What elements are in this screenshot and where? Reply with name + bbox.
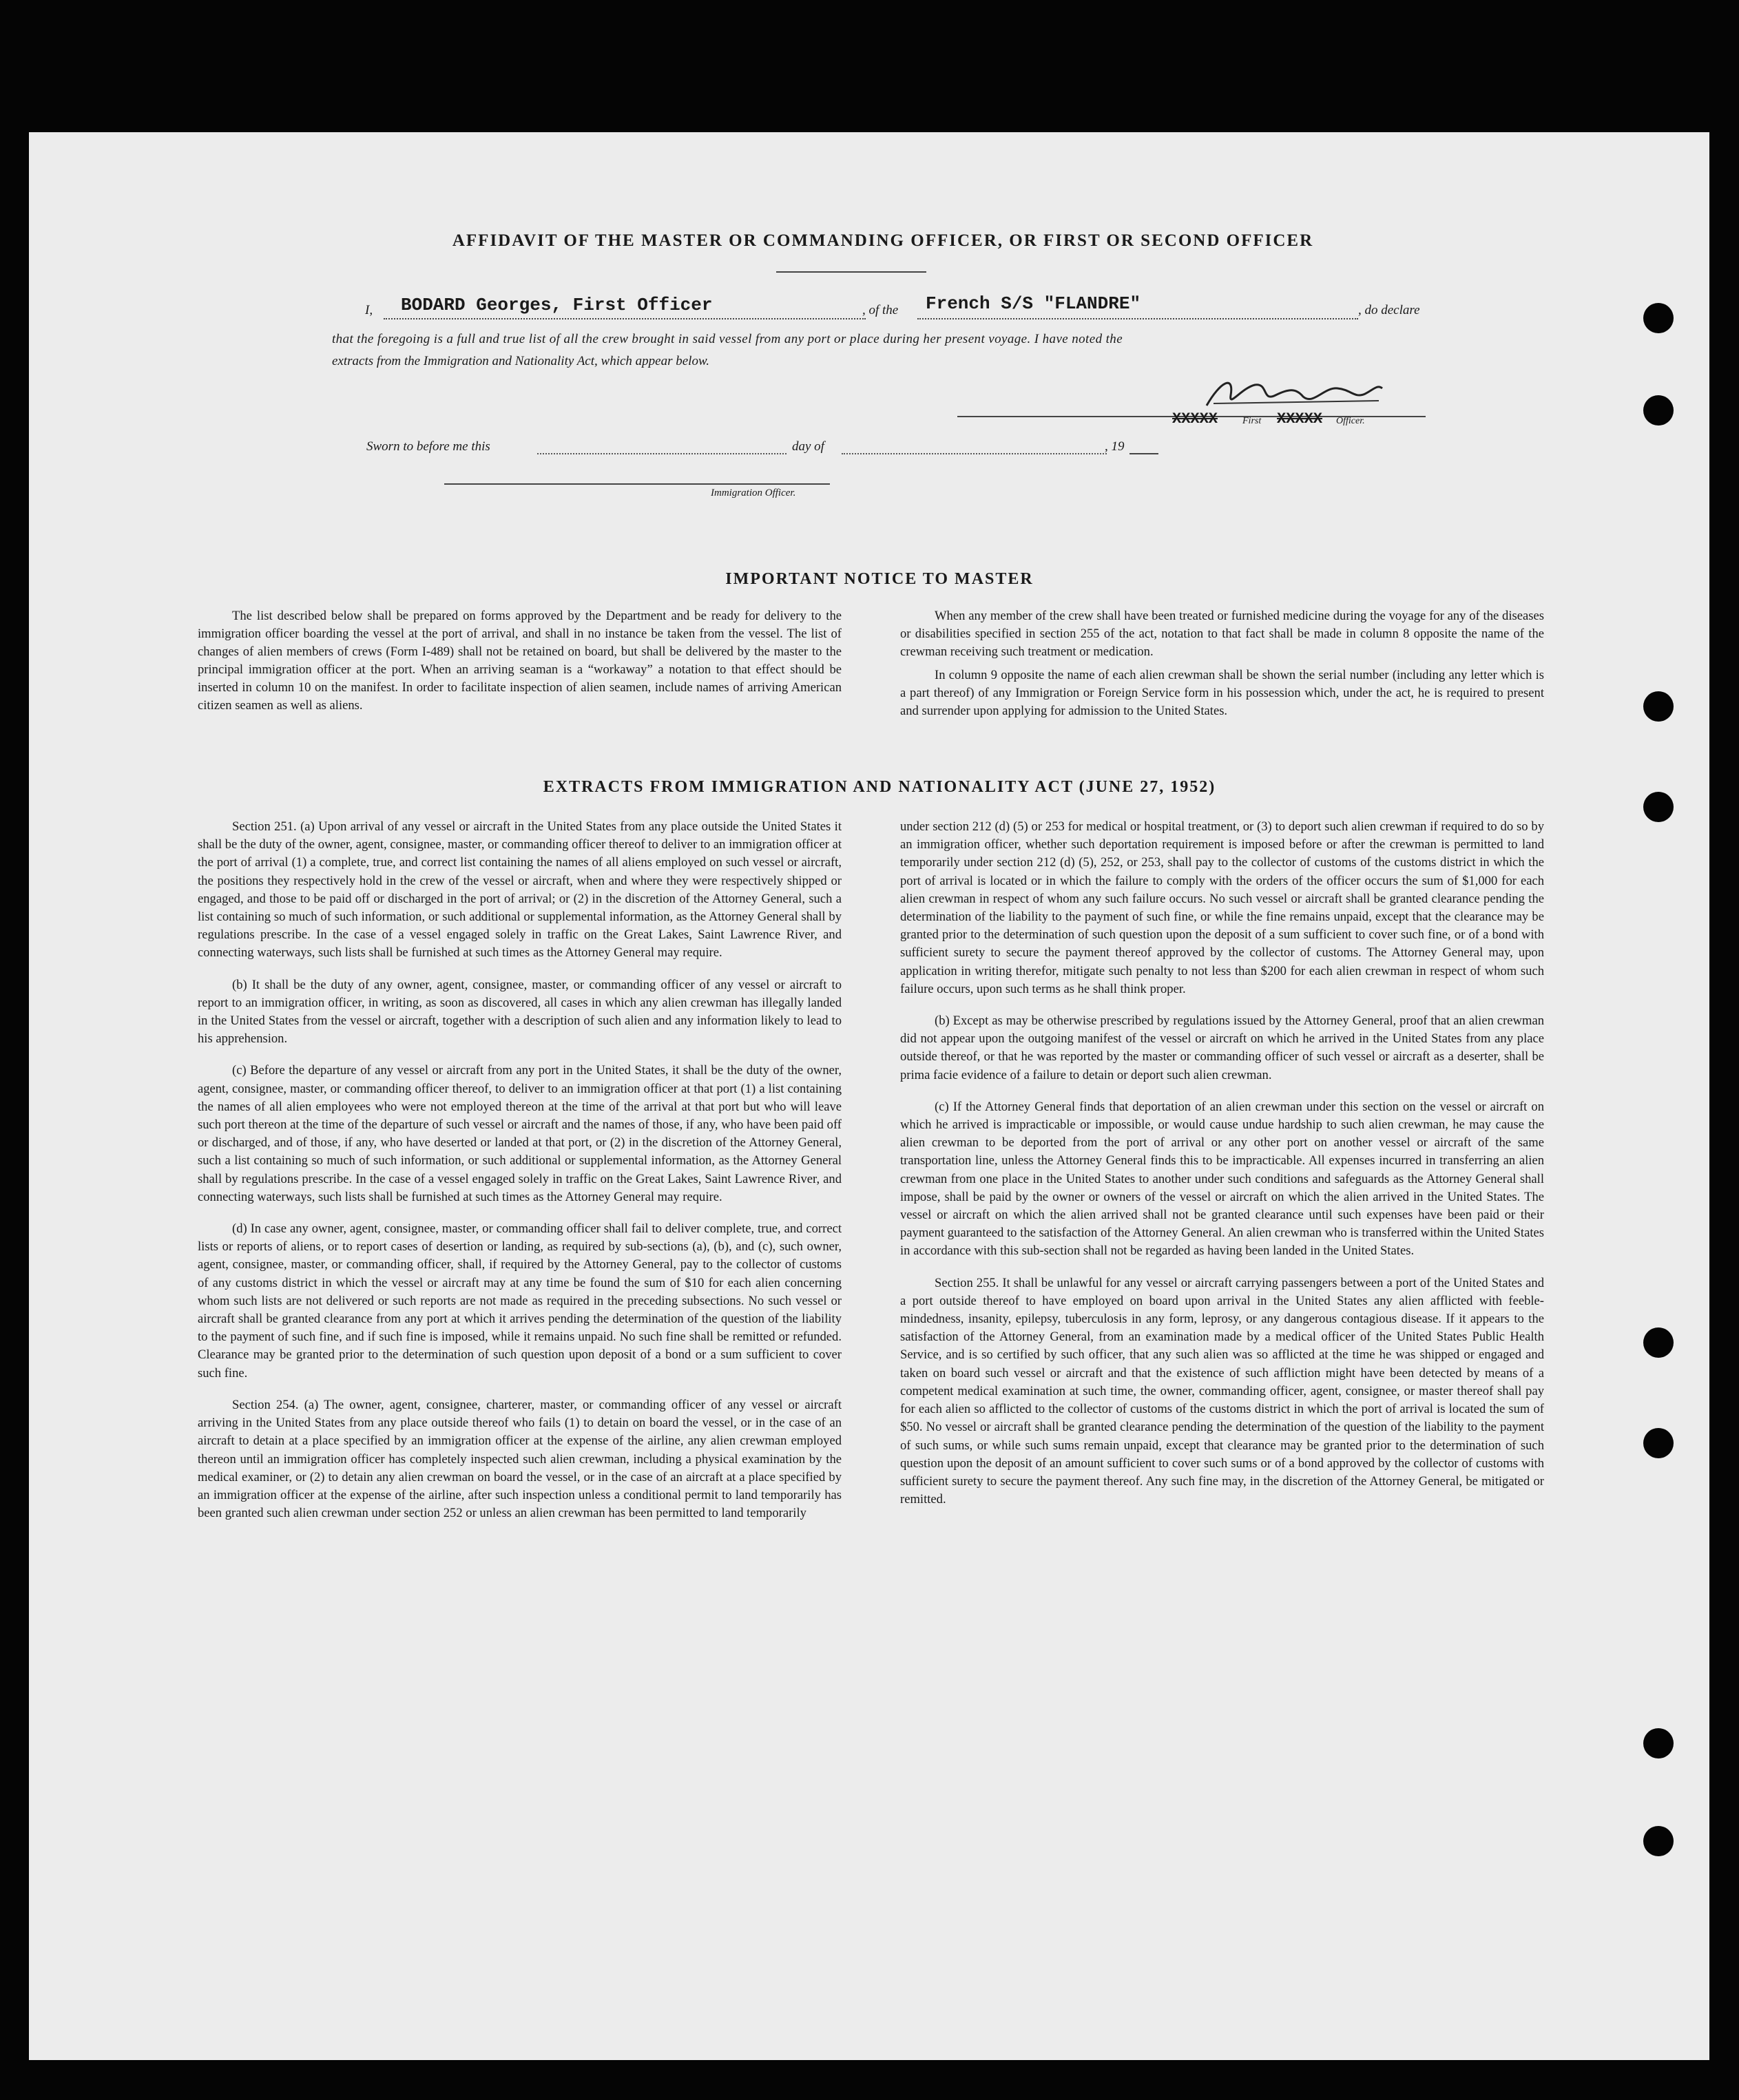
extract-paragraph: under section 212 (d) (5) or 253 for medical or hospital treatment, or (3) to deport such alien crewman if required to do so by an immigration officer, whether such deportation requirement is imposed before or after the crewman is permitted to land temporarily under section 212 (d) (5), 252, or 253, shall pay to the collector of customs of the customs district in which the port of arrival is located or in which the failure to comply with the orders of the officer occurs the sum of $1,000 for each alien crewman in respect of whom any such failure occurs. No such vessel or aircraft shall be granted clearance pending the determination of the liability to the payment of such fine, or while the fine remains unpaid, except that the clearance may be granted prior to the determination of such question upon the deposit of a sum sufficient to cover such fine, or of a bond with sufficient surety to secure the payment thereof approved by the collector of customs. The Attorney General may, upon application in writing therefor, mitigate such penalty to not less than $200 for each alien crewman in respect of whom such failure occurs, upon such terms as he shall think proper. [900, 819, 1544, 996]
extract-paragraph: (d) In case any owner, agent, consignee, master, or commanding officer shall fail to deliver complete, true, and correct lists or reports of aliens, or to report cases of desertion or landing, as required by sub-sections (a), (b), and (c), such owner, agent, consignee, master, or commanding officer, shall, if required by the Attorney General, pay to the collector of customs of any customs district in which the vessel or aircraft may at any time be found the sum of $10 for each alien concerning whom such lists are not delivered or such reports are not made as required in the preceding subsections. No such vessel or aircraft shall be granted clearance from any port at which it arrives pending the determination of the question of the liability to the payment of such fine, and if such fine is imposed, while it remains unpaid. No such fine shall be remitted or refunded. Clearance may be granted prior to the determination of such question upon deposit of a bond or a sum sufficient to cover such fine. [198, 1221, 842, 1380]
signature-officer-label: Officer. [1336, 416, 1365, 426]
extract-paragraph: Section 255. It shall be unlawful for any vessel or aircraft carrying passengers between a port of the United States and a port outside thereof to have employed on board upon arrival in the United States any alien afflicted with feeble-mindedness, insanity, epilepsy, tuberculosis in any form, leprosy, or any dangerous contagious disease. If it appears to the satisfaction of the Attorney General, from an examination made by a medical officer of the United States Public Health Service, and is so certified by such officer, that any such alien was so afflicted at the time he was shipped or engaged and taken on board such vessel or aircraft and that the existence of such affliction might have been detected by means of a competent medical examination at such time, the owner, commanding officer, agent, consignee, or master thereof shall pay for each alien so afflicted to the collector of customs of the customs district in which the port of arrival is located the sum of $50. No vessel or aircraft shall be granted clearance pending the determination of the question of the liability to the payment of such sums, or while such sums remain unpaid, except that clearance may be granted prior to the determination of such question upon the deposit of an amount sufficient to cover such sums or of a bond approved by the collector of customs with sufficient surety to secure the payment thereof. Any such fine may, in the discretion of the Attorney General, be mitigated or remitted. [900, 1275, 1544, 1507]
declaration-line-1: that the foregoing is a full and true list of all the crew brought in said vessel from any port or place during her present voyage. I have noted the [332, 332, 1123, 346]
punch-hole [1643, 792, 1674, 822]
sworn-date-line [537, 453, 787, 454]
punch-hole [1643, 1728, 1674, 1758]
extract-paragraph: (b) It shall be the duty of any owner, agent, consignee, master, or commanding officer of any vessel or aircraft to report to an immigration officer, in writing, as soon as discovered, all cases in which any alien crewman has illegally landed in the United States from the vessel or aircraft, together with a description of such alien and any information likely to lead to his apprehension. [198, 977, 842, 1047]
punch-hole [1643, 1826, 1674, 1856]
sworn-year-line [1129, 453, 1158, 454]
punch-hole [1643, 1327, 1674, 1358]
declaration-line-2: extracts from the Immigration and Nationality Act, which appear below. [332, 354, 709, 368]
punch-hole [1643, 303, 1674, 333]
punch-hole [1643, 1428, 1674, 1458]
struck-word-left: XXXXX [1172, 410, 1218, 428]
notice-left-column [198, 607, 842, 720]
notice-left-paragraph: The list described below shall be prepared on forms approved by the Department and be ready for delivery to the immigration officer boarding the vessel at the port of arrival, and shall in no instance be taken from the vessel. The list of changes of alien members of crews (Form I-489) shall not be retained on board, but shall be delivered by the master to the principal immigration officer at the port. When an arriving seaman is a “workaway” a notation to that effect should be inserted in column 10 on the manifest. In order to facilitate inspection of alien seamen, include names of arriving American citizen seamen as well as aliens. [198, 609, 842, 713]
extracts-left-column [198, 818, 842, 1536]
immigration-officer-line [444, 483, 830, 485]
document-page [29, 132, 1709, 2060]
prefix-i: I, [365, 303, 373, 317]
sworn-year-label: , 19 [1105, 439, 1125, 454]
extract-paragraph: (c) If the Attorney General finds that deportation of an alien crewman under this section on the vessel or aircraft on which he arrived is impracticable or impossible, or would cause undue hardship to such alien crewman, he may cause the alien crewman to be deported from the port of arrival or any other port on another vessel or aircraft of the same transportation line, unless the Attorney General finds this to be impracticable. All expenses incurred in transferring an alien crewman from one place in the United States to another under such conditions and safeguards as the Attorney General shall impose, shall be paid by the owner or owners of the vessel or aircraft on which the alien arrived in the United States. The vessel or aircraft on which the alien arrived shall not be granted clearance until such expenses have been paid or their payment guaranteed to the satisfaction of the Attorney General. An alien crewman who is transferred within the United States in accordance with this sub-section shall not be regarded as having been landed in the United States. [900, 1099, 1544, 1259]
struck-word-right: XXXXX [1277, 410, 1323, 428]
affidavit-title: AFFIDAVIT OF THE MASTER OR COMMANDING OFFICER, OR FIRST OR SECOND OFFICER [452, 231, 1314, 250]
sworn-month-line [842, 453, 1107, 454]
notice-right-paragraph: In column 9 opposite the name of each alien crewman shall be shown the serial number (including any letter which is a part thereof) of any Immigration or Foreign Service form in his possession which, under the act, he is required to present and surrender upon applying for admission to the United States. [900, 668, 1544, 718]
punch-hole [1643, 691, 1674, 722]
notice-right-paragraph: When any member of the crew shall have been treated or furnished medicine during the voyage for any of the diseases or disabilities specified in section 255 of the act, notation to that fact shall be made in column 8 opposite the name of the crewman receiving such treatment or medication. [900, 609, 1544, 659]
signature-first-label: First [1242, 416, 1262, 426]
signature-scribble [1193, 368, 1399, 416]
vessel-field-line [917, 318, 1358, 319]
extracts-right-column [900, 818, 1544, 1522]
extracts-title: EXTRACTS FROM IMMIGRATION AND NATIONALITY ACT (JUNE 27, 1952) [543, 778, 1216, 796]
name-field-line [384, 318, 866, 319]
notice-right-column [900, 607, 1544, 726]
of-the-label: , of the [862, 303, 899, 317]
punch-hole [1643, 395, 1674, 426]
extract-paragraph: (c) Before the departure of any vessel or aircraft from any port in the United States, it shall be the duty of the owner, agent, consignee, master, or commanding officer thereof, to deliver to an immigration officer at that port (1) a list containing the names of all alien employees who were not employed thereon at the time of the arrival at that port but who will leave such port thereon at the time of the departure of such vessel or aircraft and the names of those, if any, who have been paid off or discharged, and of those, if any, who have deserted or landed at that port, or (2) in the discretion of the Attorney General, such a list containing so much of such information, or such additional or supplemental information, as the Attorney General shall by regulations prescribe. In the case of a vessel engaged solely in traffic on the Great Lakes, Saint Lawrence River, and connecting waterways, such lists shall be furnished at such times as the Attorney General may require. [198, 1063, 842, 1204]
extract-paragraph: Section 251. (a) Upon arrival of any vessel or aircraft in the United States from any place outside the United States it shall be the duty of the owner, agent, consignee, master, or commanding officer thereof to deliver to an immigration officer at the port of arrival (1) a complete, true, and correct list containing the names of all aliens employed on such vessel or aircraft, the positions they respectively hold in the crew of the vessel or aircraft, when and where they were respectively shipped or engaged, and those to be paid off or discharged in the port of arrival; or (2) in the discretion of the Attorney General, such a list containing so much of such information, or such additional or supplemental information, as the Attorney General shall by regulations prescribe. In the case of a vessel engaged solely in traffic on the Great Lakes, Saint Lawrence River, and connecting waterways, such lists shall be furnished at such times as the Attorney General may require. [198, 819, 842, 960]
extract-paragraph: Section 254. (a) The owner, agent, consignee, charterer, master, or commanding officer of any vessel or aircraft arriving in the United States from any place outside thereof who fails (1) to detain on board the vessel, or in the case of an aircraft to detain at a place specified by an immigration officer at the expense of the airline, any alien crewman employed thereon until an immigration officer has completely inspected such alien crewman, including a physical examination by the medical examiner, or (2) to detain any alien crewman on board the vessel, or in the case of an aircraft at a place specified by an immigration officer at the expense of the airline, after such inspection unless a conditional permit to land temporarily has been granted such alien crewman under section 252 or unless an alien crewman has been permitted to land temporarily [198, 1397, 842, 1521]
do-declare-label: , do declare [1358, 303, 1420, 317]
notice-title: IMPORTANT NOTICE TO MASTER [725, 570, 1034, 588]
immigration-officer-label: Immigration Officer. [711, 487, 796, 498]
sworn-prefix: Sworn to before me this [366, 439, 490, 454]
sworn-day-label: day of [792, 439, 824, 454]
extract-paragraph: (b) Except as may be otherwise prescribed by regulations issued by the Attorney General, proof that an alien crewman did not appear upon the outgoing manifest of the vessel or aircraft on which he arrived in the United States from any place outside thereof, or that he was reported by the master or commanding officer of such vessel or aircraft as a deserter, shall be prima facie evidence of a failure to detain or deport such alien crewman. [900, 1014, 1544, 1082]
name-field-value: BODARD Georges, First Officer [401, 295, 713, 315]
vessel-field-value: French S/S "FLANDRE" [926, 293, 1141, 314]
title-rule [776, 271, 926, 273]
